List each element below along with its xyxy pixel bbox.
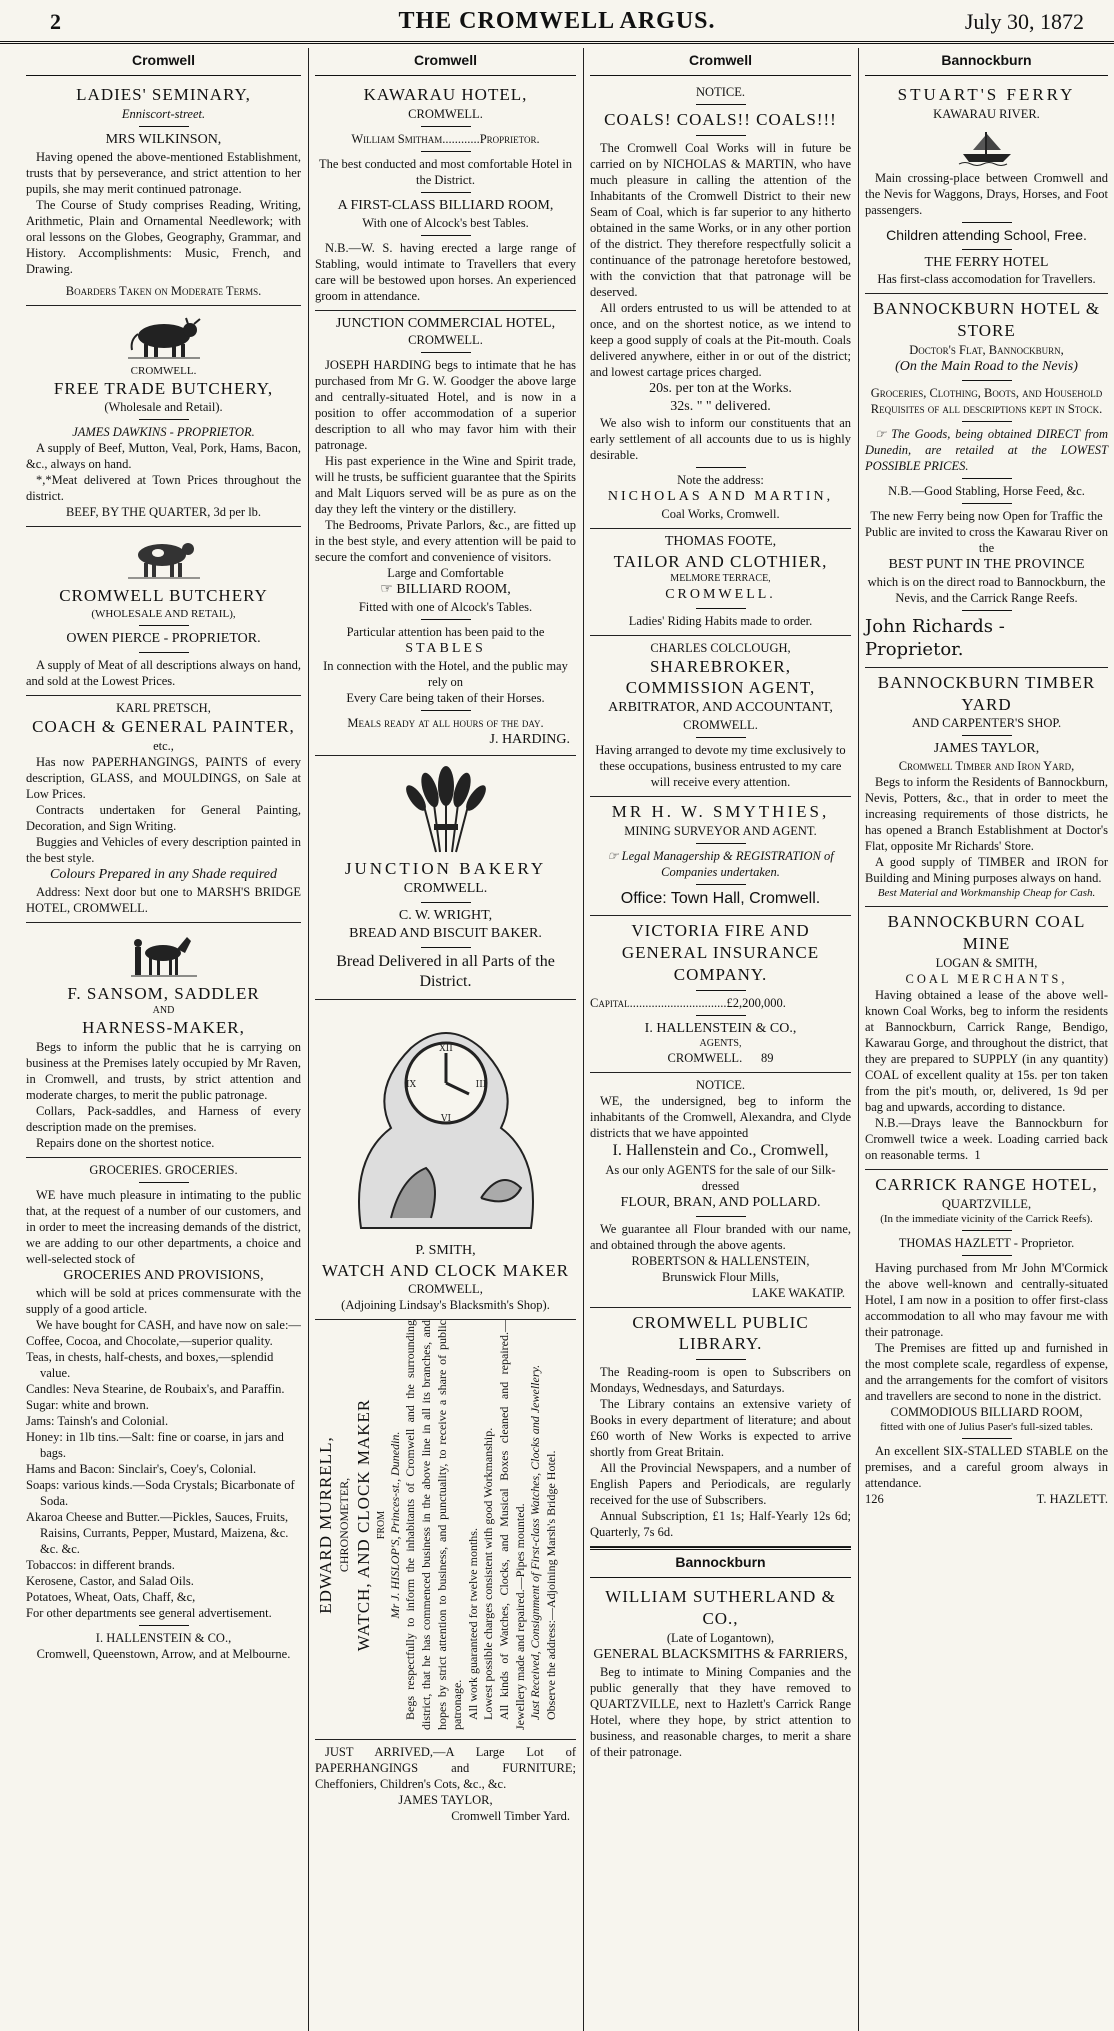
sansom-saddler-ad: [26, 923, 301, 1158]
ad-text: The Bedrooms, Private Parlors, &c., are fitted up in the best style, and every attention will be paid to secure the comfort and convenience of visitors.: [315, 518, 576, 565]
issue-date: July 30, 1872: [964, 9, 1084, 34]
ad-text: The Cromwell Coal Works will in future be carried on by NICHOLAS & MARTIN, who have much pleasure in calling the attention of the Inhabitants of the Cromwell District to their new Seam of Coal, which is far superior to any hitherto obtained in the same Works, or in any other portion of the district. They therefore respectfully solicit a continuance of the patronage heretofore bestowed, with the conviction that that patronage will be deserved.: [590, 140, 851, 299]
smythies-ad: [590, 797, 851, 916]
ad-text: I. Hallenstein and Co., Cromwell,: [612, 1142, 829, 1160]
ad-text: Note the address:: [677, 473, 764, 488]
ad-subtitle: (In the immediate vicinity of the Carrick Reefs).: [880, 1212, 1093, 1225]
ad-title: CROMWELL PUBLIC LIBRARY.: [632, 1312, 809, 1354]
ad-signature: LAKE WAKATIP.: [752, 1285, 845, 1300]
ad-text: FLOUR, BRAN, AND POLLARD.: [620, 1194, 821, 1210]
ad-signature: JAMES TAYLOR,: [398, 1793, 493, 1808]
ad-title: F. SANSOM, SADDLER: [67, 983, 260, 1003]
ad-text: WE have much pleasure in intimating to the public that, at the request of a number of our customers, and in order to meet the increasing demands of the district, we are adding to our other departments, a choice and well-selected stock of: [26, 1188, 301, 1267]
list-item: Sugar: white and brown.: [26, 1397, 149, 1412]
ad-text: N.B.—W. S. having erected a large range of Stabling, would intimate to Travellers that every care will be bestowed upon horses. An experienced groom in attendance.: [315, 240, 576, 303]
ad-subtitle: (Wholesale and Retail).: [104, 400, 223, 415]
ad-title: CROMWELL BUTCHERY: [59, 586, 268, 606]
ad-signature: Cromwell, Queenstown, Arrow, and at Melbourne.: [36, 1646, 291, 1661]
ad-text: All the Provincial Newspapers, and a number of English Papers and Periodicals, are regularly received for the use of Subscribers.: [590, 1461, 851, 1508]
ad-text: fitted with one of Julius Paser's full-sized tables.: [880, 1420, 1093, 1433]
sutherland-ad: [590, 1582, 851, 1765]
ad-signature: 126 T. HAZLETT.: [865, 1491, 1108, 1506]
ad-title: GROCERIES. GROCERIES.: [89, 1163, 238, 1178]
ad-town: CROMWELL.: [408, 333, 483, 348]
ship-icon: [957, 126, 1017, 166]
charles-colclough-ad: [590, 636, 851, 797]
ad-address: (Adjoining Lindsay's Blacksmith's Shop).: [341, 1298, 550, 1313]
ad-text: Ladies' Riding Habits made to order.: [628, 613, 813, 628]
ad-name: LOGAN & SMITH,: [935, 955, 1038, 970]
ad-text: All kinds of Watches, Clocks, and Musical Boxes cleaned and repaired.—Jewellery made and repaired.—Pipes mounted.: [496, 1320, 527, 1731]
ad-text: Address: Next door but one to MARSH'S BRIDGE HOTEL, CROMWELL.: [26, 884, 301, 915]
ad-text: Begs respectfully to inform the inhabitants of Cromwell and the surrounding district, that he has commenced business in the above line in all its branches, and hopes by strict attention to business, and punctuality, to receive a share of public patronage.: [403, 1320, 465, 1731]
ad-name: JAMES TAYLOR,: [933, 741, 1040, 757]
list-item: Potatoes, Wheat, Oats, Chaff, &c,: [26, 1589, 196, 1604]
masthead: [0, 0, 1114, 44]
kawarau-hotel-ad: [315, 80, 576, 311]
ad-text: Boarders Taken on Moderate Terms.: [65, 283, 262, 298]
ad-title: WATCH, AND CLOCK MAKER: [353, 1399, 373, 1652]
ad-text: A FIRST-CLASS BILLIARD ROOM,: [337, 197, 554, 213]
ad-signature: Cromwell Timber Yard.: [451, 1809, 570, 1824]
list-item: Jams: Tainsh's and Colonial.: [26, 1413, 169, 1428]
ad-text: WE, the undersigned, beg to inform the inhabitants of the Cromwell, Alexandra, and Clyde districts that we have appointed: [590, 1094, 851, 1141]
edward-murrell-ad: [315, 1320, 576, 1740]
list-item: Soaps: various kinds.—Soda Crystals; Bicarbonate of Soda.: [26, 1477, 295, 1508]
thomas-foote-ad: [590, 529, 851, 635]
ad-subtitle: etc.,: [153, 738, 174, 753]
junction-bakery-ad: [315, 756, 576, 999]
ad-text: Having opened the above-mentioned Establishment, trusts that by perseverance, and strict attention to her pupils, she may merit continued patronage.: [26, 149, 301, 196]
list-item: Teas, in chests, half-chests, and boxes,—splendid value.: [26, 1349, 274, 1380]
ad-trade: BREAD AND BISCUIT BAKER.: [349, 925, 542, 941]
column-3: [583, 48, 857, 2031]
ad-name: MRS WILKINSON,: [105, 131, 222, 147]
ad-text: As our only AGENTS for the sale of our Silk-dressed: [605, 1162, 836, 1193]
svg-text:VI: VI: [440, 1113, 451, 1124]
ad-subtitle: (WHOLESALE AND RETAIL),: [91, 608, 236, 621]
list-item: Tobaccos: in different brands.: [26, 1557, 175, 1572]
newspaper-title: THE CROMWELL ARGUS.: [398, 8, 716, 34]
ad-text: Groceries, Clothing, Boots, and Household Requisites of all descriptions kept in Stock.: [870, 385, 1103, 416]
ad-text: The new Ferry being now Open for Traffic the Public are invited to cross the Kawarau River on the: [865, 508, 1108, 555]
ad-text: Office: Town Hall, Cromwell.: [620, 889, 821, 907]
ad-subtitle: AND CARPENTER'S SHOP.: [911, 716, 1062, 731]
ad-text: We have bought for CASH, and have now on sale:—: [36, 1317, 301, 1332]
ad-town: CROMWELL,: [408, 1282, 483, 1297]
ad-notice: NOTICE.: [696, 1078, 745, 1093]
ad-proprietor: THOMAS HAZLETT - Proprietor.: [898, 1235, 1075, 1250]
ad-text: Colours Prepared in any Shade required: [50, 866, 277, 882]
ad-text: Contracts undertaken for General Painting, Decoration, and Sign Writing.: [26, 802, 301, 833]
ad-title: STUART'S FERRY: [897, 84, 1076, 104]
coal-mine-ad: [865, 907, 1108, 1170]
ad-text: Large and Comfortable: [387, 566, 504, 581]
victoria-insurance-ad: [590, 916, 851, 1073]
ad-text: Annual Subscription, £1 1s; Half-Yearly 12s 6d; Quarterly, 7s 6d.: [590, 1509, 851, 1540]
ad-text: Best Material and Workmanship Cheap for Cash.: [877, 887, 1096, 900]
ad-title: WATCH AND CLOCK MAKER: [321, 1260, 570, 1280]
stuarts-ferry-ad: [865, 80, 1108, 295]
ad-text: JUST ARRIVED,—A Large Lot of PAPERHANGINGS and FURNITURE; Cheffoniers, Children's Cots, &c., &c.: [315, 1745, 576, 1792]
ad-title: COALS! COALS!! COALS!!!: [604, 109, 837, 129]
ad-text: The best conducted and most comfortable Hotel in the District.: [318, 156, 573, 187]
ad-text: ☞ Legal Managership & REGISTRATION of Companies undertaken.: [607, 848, 834, 879]
ad-text: 32s. " " delivered.: [670, 398, 771, 414]
ad-text: Lowest possible charges consistent with good Workmanship.: [481, 1428, 496, 1721]
carrick-range-hotel-ad: [865, 1170, 1108, 1513]
ad-text: The Course of Study comprises Reading, Writing, Arithmetic, Plain and Ornamental Needlework; with oral lessons on the Globes, Geography, Grammar, and History. Accomplishments: Music, French, and Drawing.: [26, 197, 301, 276]
just-arrived-ad: [315, 1740, 576, 1830]
ad-text: A supply of Meat of all descriptions always on hand, and sold at the Lowest Prices.: [26, 658, 301, 689]
list-item: Honey: in 1lb tins.—Salt: fine or coarse, in jars and bags.: [26, 1429, 284, 1460]
pointing-hand-icon: ☞: [607, 848, 622, 863]
ad-text: A supply of Beef, Mutton, Veal, Pork, Hams, Bacon, &c., always on hand.: [26, 441, 301, 472]
ad-title: FREE TRADE BUTCHERY,: [53, 378, 274, 398]
ad-title: BANNOCKBURN COAL MINE: [887, 912, 1086, 954]
ad-name: THOMAS FOOTE,: [664, 534, 777, 550]
column-header: Cromwell: [315, 48, 576, 76]
ad-text: Meals ready at all hours of the day.: [347, 716, 544, 731]
ad-text: The Reading-room is open to Subscribers on Mondays, Wednesdays, and Saturdays.: [590, 1365, 851, 1396]
ad-text: GROCERIES AND PROVISIONS,: [63, 1268, 264, 1284]
ad-signature: ROBERTSON & HALLENSTEIN,: [631, 1253, 810, 1268]
ad-text: BEST PUNT IN THE PROVINCE: [888, 556, 1085, 572]
public-library-ad: [590, 1308, 851, 1548]
ad-name: KARL PRETSCH,: [116, 701, 211, 716]
ad-title: SHAREBROKER, COMMISSION AGENT,: [625, 656, 816, 698]
column-header: Bannockburn: [590, 1547, 851, 1578]
ad-name: EDWARD MURRELL,: [316, 1436, 335, 1614]
flour-notice-ad: [590, 1073, 851, 1307]
ad-town: QUARTZVILLE,: [941, 1196, 1032, 1211]
column-1: [20, 48, 307, 2031]
ad-text: N.B.—Good Stabling, Horse Feed, &c.: [888, 483, 1085, 498]
ad-text: STABLES: [405, 641, 486, 657]
ad-name: C. W. WRIGHT,: [398, 907, 493, 923]
ad-name: CHARLES COLCLOUGH,: [650, 640, 791, 655]
ad-address: Enniscort-street.: [121, 106, 206, 121]
free-trade-butchery-ad: [26, 306, 301, 528]
ad-text: Children attending School, Free.: [886, 226, 1087, 243]
ad-signature: J. HARDING.: [489, 732, 570, 748]
ad-text: 20s. per ton at the Works.: [649, 380, 792, 396]
ad-text: We guarantee all Flour branded with our name, and obtained through the above agents.: [590, 1221, 851, 1252]
ad-text: An excellent SIX-STALLED STABLE on the premises, and a careful groom always in attendance.: [865, 1443, 1108, 1490]
ad-town: CROMWELL.: [665, 586, 776, 602]
bannockburn-hotel-ad: [865, 294, 1108, 667]
ad-title: JUNCTION COMMERCIAL HOTEL,: [335, 315, 556, 331]
ad-title: BANNOCKBURN HOTEL & STORE: [872, 299, 1101, 341]
ad-subtitle: Mr J. HISLOP'S, Princes-st., Dunedin.: [387, 1431, 402, 1619]
ad-text: All work guaranteed for twelve months.: [465, 1528, 480, 1721]
svg-text:III: III: [475, 1079, 486, 1090]
ad-proprietor: OWEN PIERCE - PROPRIETOR.: [66, 631, 261, 647]
ad-title: WILLIAM SUTHERLAND & CO.,: [605, 1587, 836, 1628]
ad-text: THE FERRY HOTEL: [924, 254, 1049, 270]
ad-name: P. SMITH,: [415, 1242, 476, 1258]
pointing-hand-icon: ☞: [380, 582, 397, 598]
ad-text: Having purchased from Mr John M'Cormick the above well-known and centrally-situated Hotel, I am now in a position to offer first-class accommodation to all who may favour me with their patronage.: [865, 1260, 1108, 1339]
coals-notice-ad: [590, 80, 851, 529]
ad-text: The Library contains an extensive variety of Books in every department of literature; and about £60 worth of New Works is expected to arrive shortly from Great Britain.: [590, 1397, 851, 1460]
column-4: [858, 48, 1114, 2031]
ad-subtitle: Doctor's Flat, Bannockburn,: [909, 342, 1064, 357]
ad-text: which is on the direct road to Bannockburn, the Nevis, and the Carrick Range Reefs.: [867, 574, 1106, 605]
ad-title: JUNCTION BAKERY: [344, 859, 547, 879]
ad-text: With one of Alcock's best Tables.: [362, 215, 529, 230]
pointing-hand-icon: ☞: [875, 426, 892, 441]
ad-text: which will be sold at prices commensurate with the supply of a good article.: [26, 1285, 301, 1316]
ad-text: JOSEPH HARDING begs to intimate that he has purchased from Mr G. W. Goodger the above large and centrally-situated Hotel, and is now in a position to offer accommodation of a superior description to all who may favor him with their patronage.: [315, 358, 576, 453]
p-smith-ad: [315, 1000, 576, 1321]
ad-proprietor: JAMES DAWKINS - PROPRIETOR.: [72, 425, 255, 440]
horse-icon: [129, 931, 199, 979]
ad-text: COMMODIOUS BILLIARD ROOM,: [890, 1404, 1083, 1419]
ad-title: COACH & GENERAL PAINTER,: [32, 717, 295, 737]
ad-text: N.B.—Drays leave the Bannockburn for Cromwell twice a week. Loading carried back on reasonable terms. 1: [865, 1115, 1108, 1162]
mantel-clock-icon: [331, 1008, 561, 1238]
ad-text: All orders entrusted to us will be attended to at once, and on the shortest notice, as we intend to keep a good supply of coals at the Pit-mouth. Coals delivered anywhere, either in or out of the district; and lowest cartage prices charged.: [590, 300, 851, 379]
ad-text: Having arranged to devote my time exclusively to these occupations, business entrusted to my care will receive every attention.: [595, 743, 846, 790]
ladies-seminary-ad: [26, 80, 301, 306]
ad-text: Every Care being taken of their Horses.: [346, 691, 545, 706]
svg-text:XII: XII: [438, 1043, 453, 1054]
ad-text: Begs to inform the public that he is carrying on business at the Premises lately occupied by Mr Raven, in Cromwell, and trusts, by strict attention and moderate charges, to merit the public patronage.: [26, 1040, 301, 1103]
ad-trade: COAL MERCHANTS,: [905, 971, 1068, 986]
ad-text: Particular attention has been paid to the: [346, 625, 545, 640]
ad-text: Collars, Pack-saddles, and Harness of every description made on the premises.: [26, 1104, 301, 1135]
ad-title: KAWARAU HOTEL,: [363, 84, 528, 104]
ad-address: MELMORE TERRACE,: [670, 573, 771, 585]
cow-icon: [124, 535, 204, 581]
ad-text: *,*Meat delivered at Town Prices throughout the district.: [26, 473, 301, 504]
ad-signature: I. HALLENSTEIN & CO.,: [95, 1630, 232, 1645]
ad-text: A good supply of TIMBER and IRON for Building and Mining purposes always on hand.: [865, 855, 1108, 886]
list-item: Hams and Bacon: Sinclair's, Coey's, Colonial.: [26, 1461, 257, 1476]
ad-town: CROMWELL.: [403, 880, 488, 896]
svg-text:IX: IX: [405, 1079, 416, 1090]
ad-signature: CROMWELL. 89: [667, 1051, 774, 1066]
ad-title: VICTORIA FIRE AND GENERAL INSURANCE COMPANY.: [621, 921, 820, 984]
ad-text: Just Received, Consignment of First-class Watches, Clocks and Jewellery.: [528, 1365, 543, 1721]
ad-notice: NOTICE.: [696, 84, 745, 99]
ad-text: Buggies and Vehicles of every description painted in the best style.: [26, 834, 301, 865]
junction-hotel-ad: [315, 311, 576, 757]
list-item: Akaroa Cheese and Butter.—Pickles, Sauces, Fruits, Raisins, Currants, Pepper, Mustard, Maizena, &c. &c. &c.: [26, 1509, 289, 1556]
column-header: Cromwell: [590, 48, 851, 76]
list-item: Candles: Neva Stearine, de Roubaix's, and Paraffin.: [26, 1381, 285, 1396]
ad-text: His past experience in the Wine and Spirit trade, will he trusts, be sufficient guarantee that the Spirits and Malt Liquors served will be as pure as on the day they left the vintery or the distillery.: [315, 454, 576, 517]
ad-text: Has now PAPERHANGINGS, PAINTS of every description, GLASS, and MOULDINGS, on Sale at Low Prices.: [26, 754, 301, 801]
ad-text: Having obtained a lease of the above well-known Coal Works, beg to inform the residents at Bannockburn, Carrick Range, Bendigo, Kawarau Gorge, and throughout the district, that they are prepared to SUPPLY (in any quantity) COAL of excellent quality at 15s. per ton taken from the pit's mouth, or, delivered, 1s 9d per bag and upwards, according to distance.: [865, 987, 1108, 1114]
ad-title: CARRICK RANGE HOTEL,: [875, 1174, 1098, 1194]
bull-icon: [124, 314, 204, 360]
ad-signature: AGENTS,: [699, 1037, 742, 1049]
ad-title: LADIES' SEMINARY,: [76, 84, 251, 104]
ad-text: Beg to intimate to Mining Companies and the public generally that they have removed to QUARTZVILLE, next to Hazlett's Carrick Range Hotel, where they hope, by strict attention to business, and reasonable charges, to merit a share of their patronage.: [590, 1664, 851, 1759]
ad-text: Repairs done on the shortest notice.: [36, 1136, 215, 1151]
ad-subtitle: FROM: [375, 1511, 387, 1540]
ad-signature: Brunswick Flour Mills,: [661, 1269, 780, 1284]
ad-signature: NICHOLAS AND MARTIN,: [607, 489, 834, 505]
ad-town: CROMWELL.: [130, 364, 197, 377]
column-header: Cromwell: [26, 48, 301, 76]
ad-subtitle: MINING SURVEYOR AND AGENT.: [624, 823, 817, 838]
ad-text: Has first-class accomodation for Travellers.: [877, 272, 1096, 287]
wheat-sheaf-icon: [396, 764, 496, 854]
ad-subtitle: CHRONOMETER,: [337, 1478, 352, 1573]
ad-subtitle: Cromwell Timber and Iron Yard,: [898, 759, 1075, 774]
karl-pretsch-ad: [26, 696, 301, 923]
cromwell-butchery-ad: [26, 527, 301, 696]
ad-text: We also wish to inform our constituents that an early settlement of all accounts due to us is highly desirable.: [590, 416, 851, 463]
ad-signature: Coal Works, Cromwell.: [661, 507, 780, 522]
ad-town: CROMWELL.: [408, 106, 483, 121]
ad-title: HARNESS-MAKER,: [82, 1018, 245, 1038]
ad-text: Capital...............................£2,200,000.: [590, 995, 786, 1010]
ad-subtitle: (On the Main Road to the Nevis): [895, 358, 1078, 374]
ad-text: The Premises are fitted up and furnished in the most complete scale, regardless of expense, and the arrangements for the comfort of visitors and travellers are second to none in the district.: [865, 1340, 1108, 1403]
ad-subtitle: ARBITRATOR, AND ACCOUNTANT,: [608, 700, 833, 716]
timber-yard-ad: [865, 668, 1108, 907]
list-item: Coffee, Cocoa, and Chocolate,—superior quality.: [26, 1333, 273, 1348]
ad-subtitle: KAWARAU RIVER.: [933, 106, 1040, 121]
ad-text: BEEF, BY THE QUARTER, 3d per lb.: [65, 505, 262, 520]
ad-text: Main crossing-place between Cromwell and the Nevis for Waggons, Drays, Horses, and Foot passengers.: [865, 170, 1108, 217]
ad-title: BANNOCKBURN TIMBER YARD: [877, 672, 1096, 714]
ad-trade: GENERAL BLACKSMITHS & FARRIERS,: [593, 1646, 848, 1662]
ad-text: ☞ BILLIARD ROOM,: [380, 582, 511, 598]
ad-text: For other departments see general advertisement.: [26, 1605, 272, 1620]
ad-subtitle: (Late of Logantown),: [666, 1630, 775, 1645]
ad-text: Fitted with one of Alcock's Tables.: [358, 600, 533, 615]
column-header: Bannockburn: [865, 48, 1108, 76]
ad-signature: John Richards - Proprietor.: [865, 615, 1005, 660]
ad-proprietor: William Smitham............Proprietor.: [351, 131, 540, 146]
ad-text: Bread Delivered in all Parts of the District.: [336, 952, 555, 991]
ad-signature: I. HALLENSTEIN & CO.,: [644, 1020, 797, 1036]
ad-text: Observe the address:—Adjoining Marsh's Bridge Hotel.: [543, 1450, 558, 1721]
ad-title: MR H. W. SMYTHIES,: [611, 802, 830, 822]
ad-text: ☞ The Goods, being obtained DIRECT from Dunedin, are retailed at the LOWEST POSSIBLE PRICES.: [865, 426, 1108, 473]
page-number: 2: [50, 9, 61, 34]
groceries-ad: [26, 1158, 301, 1668]
grocery-list: [26, 1333, 301, 1605]
list-item: Kerosene, Castor, and Salad Oils.: [26, 1573, 194, 1588]
ad-text: In connection with the Hotel, and the public may rely on: [323, 659, 568, 690]
ad-town: CROMWELL.: [683, 718, 758, 733]
column-2: [308, 48, 582, 2031]
ad-title: TAILOR AND CLOTHIER,: [613, 552, 828, 572]
ad-subtitle: AND: [152, 1004, 175, 1016]
ad-text: Begs to inform the Residents of Bannockburn, Nevis, Potters, &c., that in order to meet the increasing requirements of those districts, he has opened a Branch Establishment at Doctor's Flat, opposite Mr Richards' Store.: [865, 775, 1108, 854]
